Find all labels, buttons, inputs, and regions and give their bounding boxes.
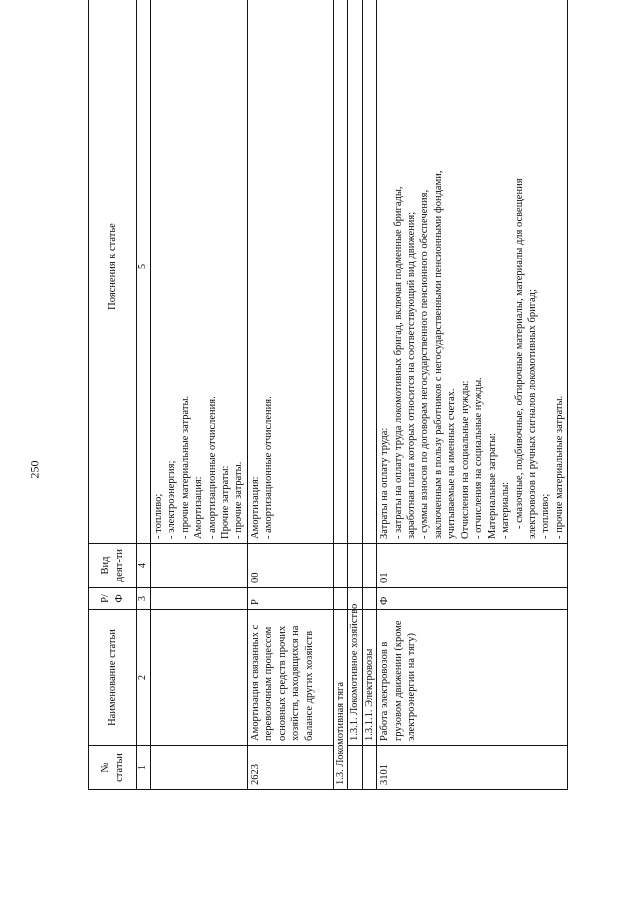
explanation-line: - суммы взносов по договорам негосударственного пенсионного обеспечения,	[419, 189, 431, 539]
section-row	[348, 0, 362, 790]
header-explanation: Пояснения к статье	[89, 0, 137, 544]
section-row	[362, 0, 376, 790]
section-heading-1-3: 1.3. Локомотивная тяга	[333, 610, 347, 790]
explanation-line: - топливо;	[152, 493, 164, 539]
explanation-line: Амортизация:	[249, 476, 261, 539]
article-rf: Ф	[377, 588, 568, 610]
explanation-line: - затраты на оплату труда локомотивных бригад, включая подменные бригады,	[392, 186, 404, 539]
table-row-3101	[377, 0, 568, 790]
explanation-line: Затраты на оплату труда:	[379, 427, 391, 539]
explanation-line: - топливо;	[540, 493, 552, 539]
column-number: 1	[137, 746, 151, 790]
article-number: 3101	[377, 746, 568, 790]
article-activity: 00	[247, 544, 333, 588]
section-heading-1-3-1	[348, 603, 362, 746]
explanation-cell	[150, 0, 247, 544]
column-number-row	[137, 0, 151, 790]
article-rf: Р	[247, 588, 333, 610]
column-number: 5	[137, 0, 151, 544]
header-rf: Р/ Ф	[89, 588, 137, 610]
header-activity: Вид деят-ти	[89, 544, 137, 588]
explanation-line: электровозов и ручных сигналов локомотивных бригад;	[526, 289, 538, 539]
explanation-line: - смазочные, подбивочные, обтирочные материалы, материалы для освещения	[513, 178, 525, 529]
explanation-line: - прочие материальные затраты.	[179, 395, 191, 539]
explanation-line: заработная плата которых относится на соответствующий вид движения;	[406, 211, 418, 539]
article-activity: 01	[377, 544, 568, 588]
explanation-line: Прочие затраты:	[219, 465, 231, 539]
explanation-line: Амортизация:	[193, 476, 205, 539]
explanation-cell	[247, 0, 333, 544]
section-row	[333, 0, 347, 790]
explanation-line: Отчисления на социальные нужды:	[459, 380, 471, 539]
section-heading-text: 1.3.1. Локомотивное хозяйство	[349, 603, 361, 741]
page-number: 250	[27, 460, 42, 479]
explanation-line: - материалы:	[500, 481, 512, 539]
explanation-line: учитываемые на именных счетах.	[446, 388, 458, 539]
article-name: Амортизация связанных с перевозочным процессом основных средств прочих хозяйств, находящихся на балансе других хозяйств	[247, 610, 333, 746]
header-row	[89, 0, 137, 790]
explanation-line: заключенным в пользу работников с негосударственными пенсионными фондами,	[432, 170, 444, 539]
cost-items-table	[88, 0, 568, 790]
column-number: 3	[137, 588, 151, 610]
article-number: 2623	[247, 746, 333, 790]
explanation-line: - электроэнергия;	[166, 460, 178, 539]
explanation-line: - прочие материальные затраты.	[553, 395, 565, 539]
explanation-line: - амортизационные отчисления.	[263, 396, 275, 539]
table-row-continuation	[150, 0, 247, 790]
column-number: 4	[137, 544, 151, 588]
explanation-line: - прочие затраты.	[233, 461, 245, 539]
header-article-number: № статьи	[89, 746, 137, 790]
explanation-line: Материальные затраты:	[486, 432, 498, 539]
explanation-cell	[377, 0, 568, 544]
explanation-line: - отчисления на социальные нужды.	[473, 377, 485, 539]
section-heading-1-3-1-1: 1.3.1.1. Электровозы	[362, 610, 376, 746]
column-number: 2	[137, 610, 151, 746]
cost-items-table-rotated	[88, 0, 598, 790]
explanation-line: - амортизационные отчисления.	[206, 396, 218, 539]
table-row-2623	[247, 0, 333, 790]
header-article-name: Наименование статьи	[89, 610, 137, 746]
article-name: Работа электровозов в грузовом движении (кроме электроэнергии на тягу)	[377, 610, 568, 746]
